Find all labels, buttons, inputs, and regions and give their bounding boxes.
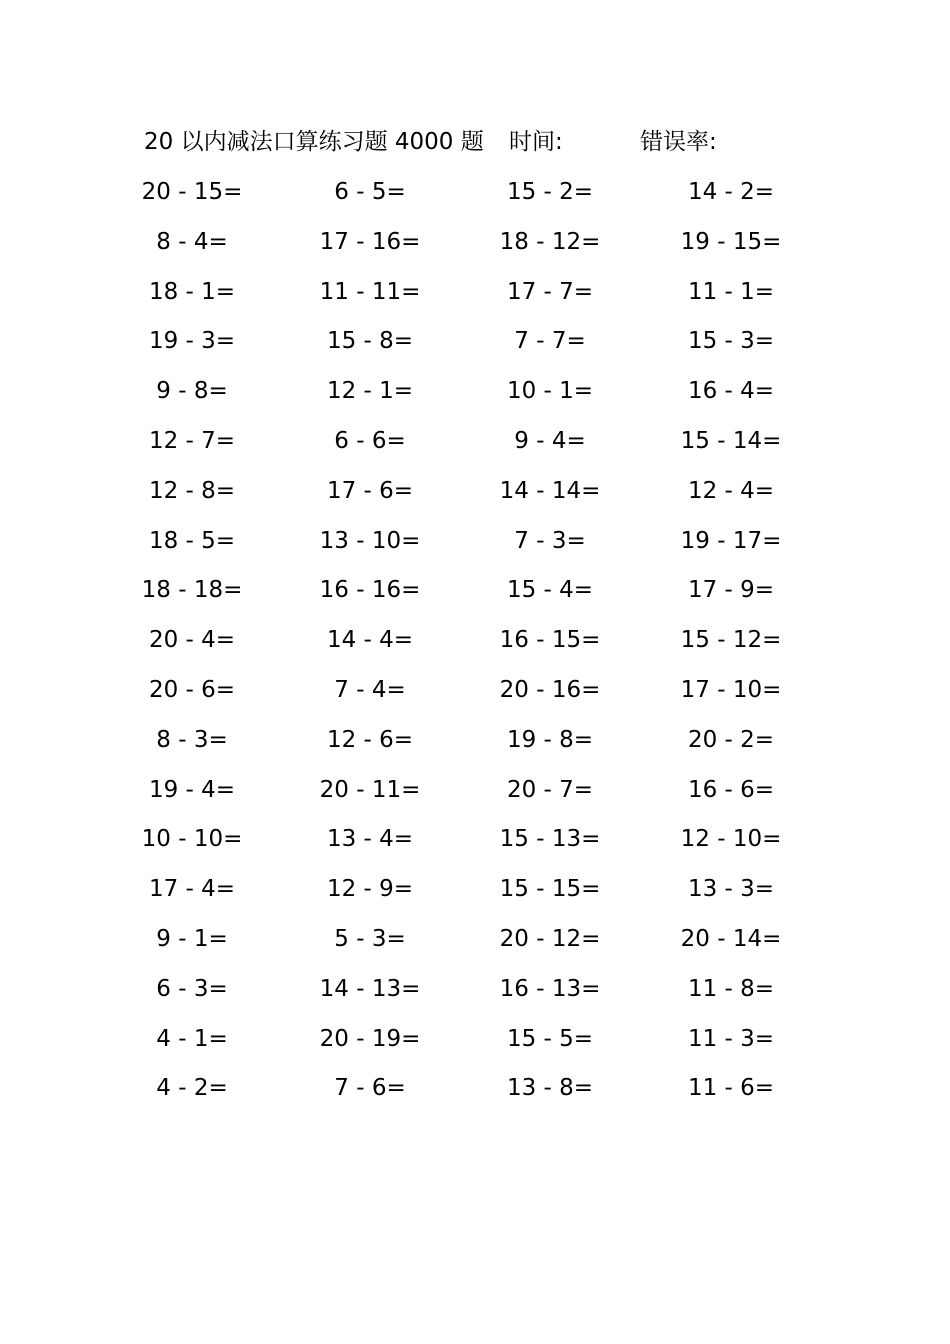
problem-item: 15 - 14=	[680, 427, 782, 454]
problem-item: 16 - 16=	[319, 577, 421, 604]
problem-item: 18 - 12=	[499, 228, 601, 255]
problem-item: 8 - 3=	[156, 726, 228, 753]
problem-item: 11 - 6=	[687, 1075, 775, 1102]
problem-item: 10 - 1=	[506, 378, 594, 405]
problem-item: 17 - 6=	[326, 477, 414, 504]
problem-item: 17 - 7=	[506, 278, 594, 305]
problem-item: 19 - 17=	[680, 527, 782, 554]
problem-row	[0, 172, 950, 222]
problem-item: 9 - 4=	[514, 427, 586, 454]
problem-row	[0, 770, 950, 820]
problem-item: 20 - 15=	[141, 179, 243, 205]
problem-row	[0, 471, 950, 521]
problem-item: 18 - 5=	[148, 527, 236, 554]
problem-item: 16 - 4=	[687, 378, 775, 405]
problem-item: 13 - 3=	[687, 876, 775, 903]
problem-item: 19 - 3=	[148, 328, 236, 355]
problem-item: 6 - 6=	[334, 427, 406, 454]
problem-item: 9 - 1=	[156, 925, 228, 952]
problem-item: 20 - 16=	[499, 676, 601, 703]
problem-item: 16 - 15=	[499, 627, 601, 654]
problem-grid	[0, 172, 950, 1118]
problem-item: 13 - 8=	[506, 1075, 594, 1102]
problem-row	[0, 570, 950, 620]
problem-item: 20 - 2=	[687, 726, 775, 753]
problem-item: 11 - 1=	[687, 278, 775, 305]
problem-item: 4 - 1=	[156, 1025, 228, 1052]
problem-item: 12 - 10=	[680, 826, 782, 853]
problem-item: 14 - 4=	[326, 627, 414, 654]
problem-item: 17 - 9=	[687, 577, 775, 604]
problem-row	[0, 1019, 950, 1069]
problem-item: 20 - 12=	[499, 925, 601, 952]
problem-item: 7 - 7=	[514, 328, 586, 355]
problem-item: 6 - 5=	[334, 179, 406, 205]
problem-row	[0, 421, 950, 471]
problem-item: 12 - 7=	[148, 427, 236, 454]
problem-item: 17 - 4=	[148, 876, 236, 903]
problem-item: 12 - 8=	[148, 477, 236, 504]
worksheet-header	[0, 124, 950, 160]
problem-item: 6 - 3=	[156, 975, 228, 1002]
problem-item: 19 - 15=	[680, 228, 782, 255]
problem-row	[0, 869, 950, 919]
problem-row	[0, 819, 950, 869]
problem-item: 17 - 16=	[319, 228, 421, 255]
problem-item: 11 - 3=	[687, 1025, 775, 1052]
problem-item: 20 - 11=	[319, 776, 421, 803]
problem-row	[0, 919, 950, 969]
problem-item: 15 - 4=	[506, 577, 594, 604]
problem-item: 19 - 8=	[506, 726, 594, 753]
problem-row	[0, 670, 950, 720]
problem-item: 14 - 2=	[687, 179, 775, 205]
problem-item: 15 - 5=	[506, 1025, 594, 1052]
problem-item: 13 - 4=	[326, 826, 414, 853]
problem-row	[0, 272, 950, 322]
problem-item: 13 - 10=	[319, 527, 421, 554]
problem-item: 17 - 10=	[680, 676, 782, 703]
problem-row	[0, 521, 950, 571]
problem-item: 20 - 19=	[319, 1025, 421, 1052]
problem-row	[0, 321, 950, 371]
problem-row	[0, 720, 950, 770]
problem-item: 20 - 6=	[148, 676, 236, 703]
problem-item: 8 - 4=	[156, 228, 228, 255]
problem-item: 10 - 10=	[141, 826, 243, 853]
problem-item: 12 - 6=	[326, 726, 414, 753]
problem-item: 15 - 2=	[506, 179, 594, 205]
problem-item: 12 - 4=	[687, 477, 775, 504]
problem-item: 7 - 4=	[334, 676, 406, 703]
problem-item: 18 - 18=	[141, 577, 243, 604]
problem-item: 9 - 8=	[156, 378, 228, 405]
problem-row	[0, 620, 950, 670]
problem-item: 7 - 6=	[334, 1075, 406, 1102]
problem-item: 12 - 9=	[326, 876, 414, 903]
problem-row	[0, 222, 950, 272]
problem-item: 15 - 8=	[326, 328, 414, 355]
problem-item: 15 - 13=	[499, 826, 601, 853]
problem-item: 7 - 3=	[514, 527, 586, 554]
problem-item: 15 - 12=	[680, 627, 782, 654]
problem-item: 14 - 14=	[499, 477, 601, 504]
problem-item: 15 - 15=	[499, 876, 601, 903]
worksheet-title: 20 以内减法口算练习题 4000 题	[144, 129, 484, 155]
problem-item: 20 - 14=	[680, 925, 782, 952]
problem-row	[0, 969, 950, 1019]
problem-item: 15 - 3=	[687, 328, 775, 355]
error-rate-label: 错误率:	[640, 129, 717, 155]
problem-item: 20 - 7=	[506, 776, 594, 803]
problem-item: 4 - 2=	[156, 1075, 228, 1102]
problem-item: 20 - 4=	[148, 627, 236, 654]
problem-row	[0, 1068, 950, 1118]
problem-item: 12 - 1=	[326, 378, 414, 405]
problem-item: 16 - 6=	[687, 776, 775, 803]
problem-item: 11 - 8=	[687, 975, 775, 1002]
problem-item: 18 - 1=	[148, 278, 236, 305]
problem-item: 5 - 3=	[334, 925, 406, 952]
problem-item: 11 - 11=	[319, 278, 421, 305]
problem-item: 16 - 13=	[499, 975, 601, 1002]
problem-item: 14 - 13=	[319, 975, 421, 1002]
time-label: 时间:	[509, 129, 563, 155]
problem-item: 19 - 4=	[148, 776, 236, 803]
problem-row	[0, 371, 950, 421]
